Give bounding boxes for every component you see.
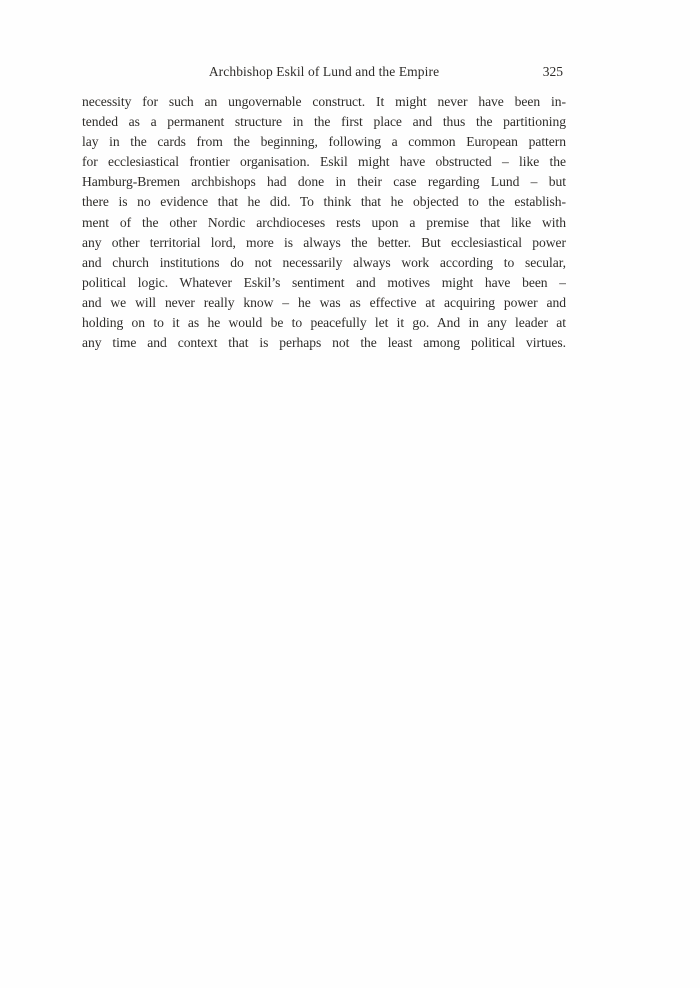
running-header [82,63,566,81]
text-line: for ecclesiastical frontier organisation. Eskil might have obstructed – like the [82,154,566,170]
text-line: ment of the other Nordic archdioceses rests upon a premise that like with [82,214,566,230]
text-line: Hamburg-Bremen archbishops had done in their case regarding Lund – but [82,174,566,190]
page-number: 325 [542,64,563,79]
text-line: there is no evidence that he did. To think that he objected to the establish- [82,194,566,210]
text-line: holding on to it as he would be to peacefully let it go. And in any leader at [82,315,566,331]
running-head-title: Archbishop Eskil of Lund and the Empire [208,64,440,79]
text-line: and we will never really know – he was as effective at acquiring power and [82,294,566,310]
text-line: necessity for such an ungovernable construct. It might never have been in- [82,94,566,109]
body-paragraph [82,92,566,353]
text-line: tended as a permanent structure in the first place and thus the partitioning [82,114,566,130]
text-line: lay in the cards from the beginning, following a common European pattern [82,134,566,150]
text-line: political logic. Whatever Eskil’s sentiment and motives might have been – [82,274,566,290]
text-line: any other territorial lord, more is always the better. But ecclesiastical power [82,234,566,250]
text-line: and church institutions do not necessarily always work according to secular, [82,254,566,270]
text-line: any time and context that is perhaps not the least among political virtues. [82,335,566,351]
